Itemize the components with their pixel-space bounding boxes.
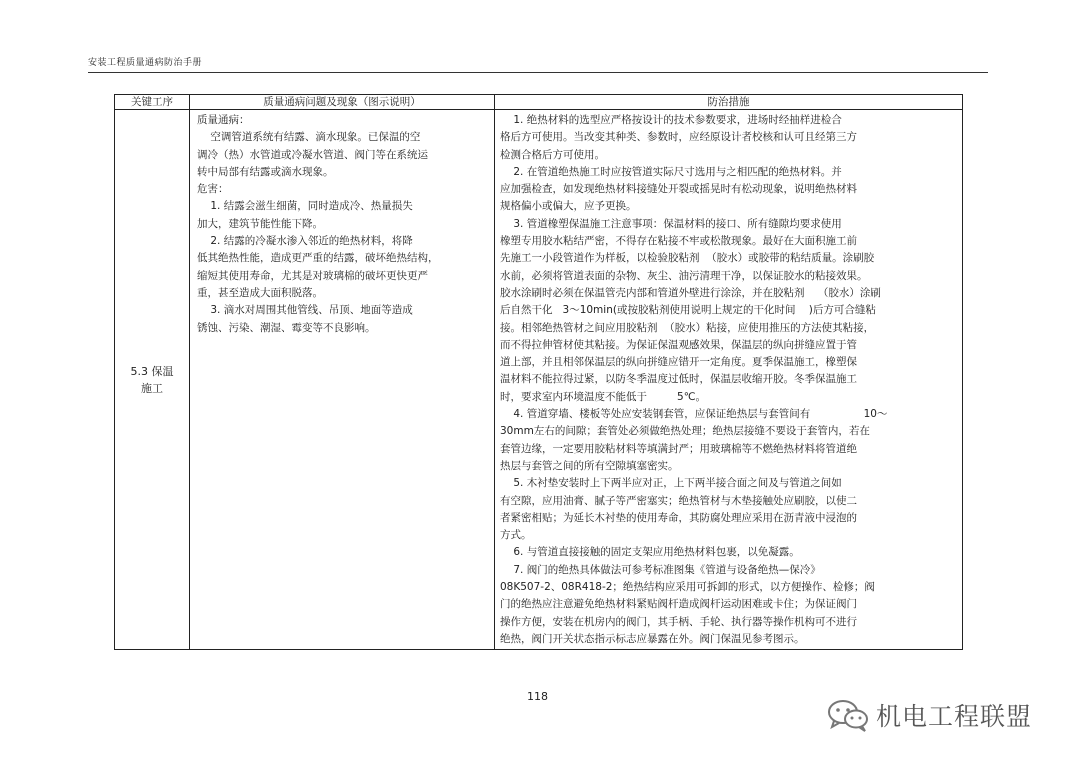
measure-text-line: 7. 阀门的绝热具体做法可参考标准图集《管道与设备绝热—保冷》 xyxy=(500,563,821,576)
column-header-step: 关键工序 xyxy=(115,95,190,110)
measure-text-line: 6. 与管道直接接触的固定支架应用绝热材料包裹，以免凝露。 xyxy=(500,546,800,559)
measure-text-line: 2. 在管道绝热施工时应按管道实际尺寸选用与之相匹配的绝热材料。并 xyxy=(500,165,842,178)
table-row xyxy=(115,110,963,650)
measure-text-line: 4. 管道穿墙、楼板等处应安装钢套管，应保证绝热层与套管间有 10～ xyxy=(500,408,888,421)
wechat-icon xyxy=(826,697,870,733)
measure-text-line: 08K507-2、08R418-2；绝热结构应采用可拆卸的形式，以方便操作、检修；阀 xyxy=(500,581,875,594)
problem-text-line: 加大，建筑节能性能下降。 xyxy=(197,217,323,230)
measure-text-line: 操作方便，安装在机房内的阀门，其手柄、手轮、执行器等操作机构可不进行 xyxy=(500,615,857,628)
measure-text-line: 热层与套管之间的所有空隙填塞密实。 xyxy=(500,459,679,472)
problem-text-line: 危害： xyxy=(197,183,229,196)
measure-text-line: 格后方可使用。当改变其种类、参数时，应经原设计者校核和认可且经第三方 xyxy=(500,131,857,144)
step-cell xyxy=(115,110,190,650)
table-header-row xyxy=(115,95,963,110)
measure-text-line: 应加强检查，如发现绝热材料接缝处开裂或摇晃时有松动现象，说明绝热材料 xyxy=(500,183,857,196)
problem-text-line: 空调管道系统有结露、滴水现象。已保温的空 xyxy=(197,131,421,144)
measures-cell xyxy=(495,110,963,650)
measure-text-line: 者紧密相贴；为延长木衬垫的使用寿命，其防腐处理应采用在沥青液中浸泡的 xyxy=(500,511,857,524)
column-header-measures: 防治措施 xyxy=(495,95,963,110)
page-header-title: 安装工程质量通病防治手册 xyxy=(88,58,203,68)
problem-text-line: 锈蚀、污染、潮湿、霉变等不良影响。 xyxy=(197,321,376,334)
measure-text-line: 水前，必须将管道表面的杂物、灰尘、油污清理干净，以保证胶水的粘接效果。 xyxy=(500,269,868,282)
measure-text-line: 规格偏小或偏大，应予更换。 xyxy=(500,200,637,213)
measure-text-line: 胶水涂刷时必须在保温管壳内部和管道外壁进行涂涂，并在胶粘剂 （胶水）涂刷 xyxy=(500,286,881,299)
measure-text-line: 而不得拉伸管材使其粘接。为保证保温观感效果，保温层的纵向拼缝应置于管 xyxy=(500,338,857,351)
header-rule xyxy=(88,72,988,73)
problem-text-line: 缩短其使用寿命，尤其是对玻璃棉的破坏更快更严 xyxy=(197,269,428,282)
step-label-line: 施工 xyxy=(141,381,163,395)
measure-text-line: 套管边缘，一定要用胶粘材料等填满封严；用玻璃棉等不燃绝热材料将管道绝 xyxy=(500,442,857,455)
measure-text-line: 门的绝热应注意避免绝热材料紧贴阀杆造成阀杆运动困难或卡住；为保证阀门 xyxy=(500,598,857,611)
measure-text-line: 时，要求室内环境温度不能低于 5℃。 xyxy=(500,390,707,403)
measure-text-line: 接。相邻绝热管材之间应用胶粘剂 （胶水）粘接，应使用推压的方法使其粘接， xyxy=(500,321,875,334)
measure-text-line: 30mm左右的间隙；套管处必须做绝热处理；绝热层接缝不要设于套管内，若在 xyxy=(500,425,870,438)
measure-text-line: 检测合格后方可使用。 xyxy=(500,148,605,161)
measure-text-line: 3. 管道橡塑保温施工注意事项：保温材料的接口、所有缝隙均要求使用 xyxy=(500,217,842,230)
measure-text-line: 道上部，并且相邻保温层的纵向拼缝应错开一定角度。夏季保温施工，橡塑保 xyxy=(500,356,857,369)
measure-text-line: 温材料不能拉得过紧，以防冬季温度过低时，保温层收缩开胶。冬季保温施工 xyxy=(500,373,857,386)
problem-text-line: 3. 滴水对周围其他管线、吊顶、地面等造成 xyxy=(197,304,413,317)
measure-text-line: 先施工一小段管道作为样板，以检验胶粘剂 （胶水）或胶带的粘结质量。涂刷胶 xyxy=(500,252,875,265)
page-number: 118 xyxy=(527,690,548,703)
measure-text-line: 有空隙，应用油膏、腻子等严密塞实；绝热管材与木垫接触处应刷胶，以使二 xyxy=(500,494,857,507)
column-header-problem: 质量通病问题及现象（图示说明） xyxy=(190,95,495,110)
measure-text-line: 绝热，阀门开关状态指示标志应暴露在外。阀门保温见参考图示。 xyxy=(500,632,805,645)
problem-text-line: 转中局部有结露或滴水现象。 xyxy=(197,165,334,178)
step-label-line: 5.3 保温 xyxy=(130,364,174,378)
watermark xyxy=(826,697,1032,733)
problem-text-line: 1. 结露会滋生细菌，同时造成冷、热量损失 xyxy=(197,200,413,213)
problem-text-line: 调冷（热）水管道或冷凝水管道、阀门等在系统运 xyxy=(197,148,428,161)
measure-text-line: 后自然干化 3～10min(或按胶粘剂使用说明上规定的干化时间 )后方可合缝粘 xyxy=(500,304,876,317)
measure-text-line: 5. 木衬垫安装时上下两半应对正，上下两半接合面之间及与管道之间如 xyxy=(500,477,842,490)
measure-text-line: 1. 绝热材料的选型应严格按设计的技术参数要求，进场时经抽样进检合 xyxy=(500,114,842,126)
problem-cell xyxy=(190,110,495,650)
measure-text-line: 方式。 xyxy=(500,529,532,542)
problem-text-line: 质量通病： xyxy=(197,114,250,126)
watermark-text: 机电工程联盟 xyxy=(876,702,1033,731)
problem-text-line: 低其绝热性能，造成更严重的结露，破坏绝热结构， xyxy=(197,252,439,265)
problem-text-line: 重，甚至造成大面积脱落。 xyxy=(197,286,323,299)
measure-text-line: 橡塑专用胶水粘结严密，不得存在粘接不牢或松散现象。最好在大面积施工前 xyxy=(500,235,857,248)
defect-prevention-table xyxy=(114,94,963,650)
problem-text-line: 2. 结露的冷凝水渗入邻近的绝热材料，将降 xyxy=(197,235,413,248)
